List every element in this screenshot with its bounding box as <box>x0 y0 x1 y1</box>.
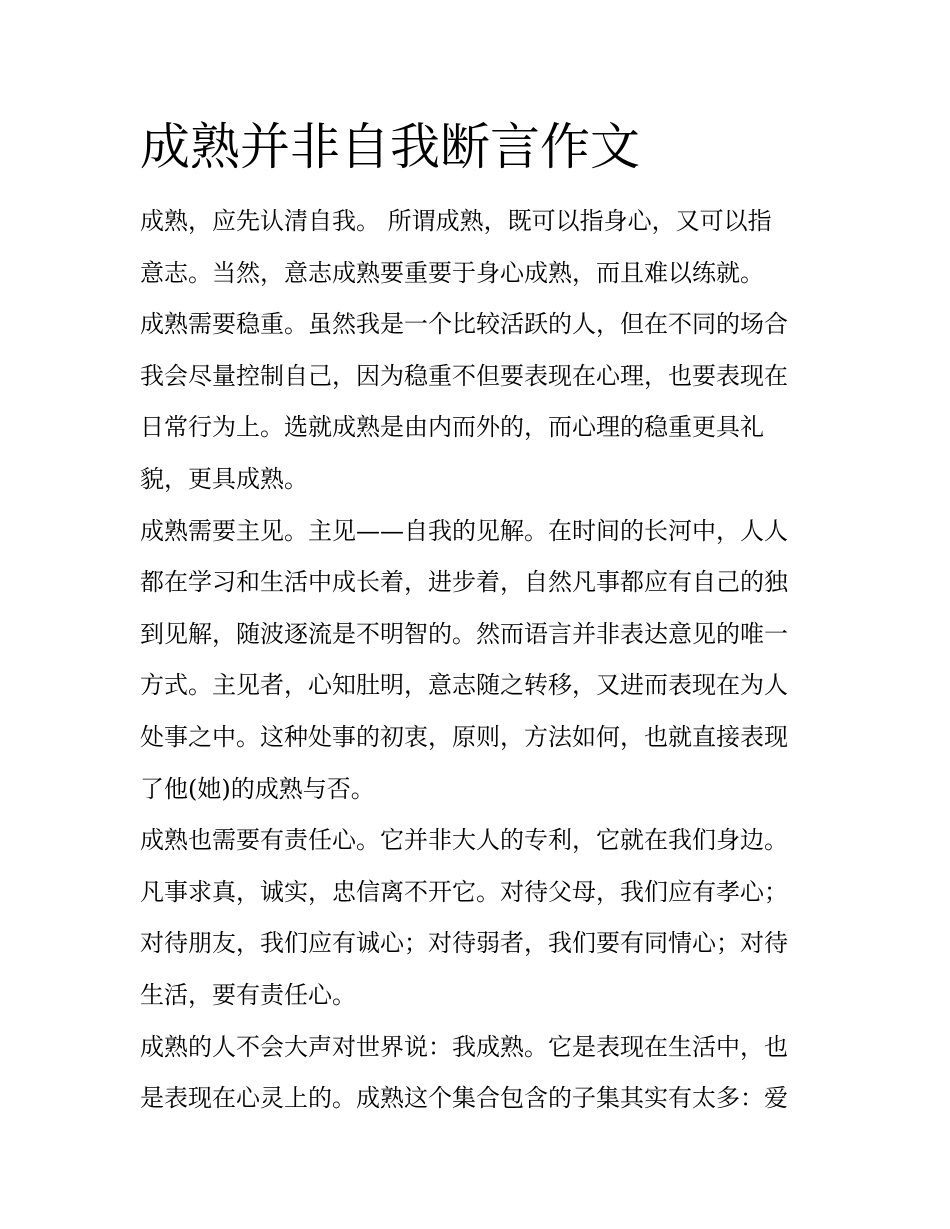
text-line: 日常行为上。选就成熟是由内而外的，而心理的稳重更具礼 <box>140 413 764 442</box>
document-body <box>140 196 820 1125</box>
text-line: 方式。主见者，心知肚明，意志随之转移，又进而表现在为人 <box>140 671 788 700</box>
text-line: 成熟需要主见。主见——自我的见解。在时间的长河中，人人 <box>140 516 788 545</box>
text-line: 意志。当然，意志成熟要重要于身心成熟，而且难以练就。 <box>140 258 764 287</box>
text-line: 了他(她)的成熟与否。 <box>140 774 375 803</box>
text-line: 到见解，随波逐流是不明智的。然而语言并非表达意见的唯一 <box>140 619 788 648</box>
text-line: 成熟的人不会大声对世界说：我成熟。它是表现在生活中，也 <box>140 1032 788 1061</box>
text-line: 对待朋友，我们应有诚心；对待弱者，我们要有同情心；对待 <box>140 929 788 958</box>
text-line: 貌，更具成熟。 <box>140 464 308 493</box>
text-line: 成熟需要稳重。虽然我是一个比较活跃的人，但在不同的场合 <box>140 310 788 339</box>
text-line: 处事之中。这种处事的初衷，原则，方法如何，也就直接表现 <box>140 722 788 751</box>
text-line: 凡事求真，诚实，忠信离不开它。对待父母，我们应有孝心； <box>140 877 788 906</box>
text-line: 都在学习和生活中成长着，进步着，自然凡事都应有自己的独 <box>140 568 788 597</box>
text-line: 成熟，应先认清自我。 所谓成熟，既可以指身心，又可以指 <box>140 207 772 235</box>
document-title: 成熟并非自我断言作文 <box>140 118 640 176</box>
text-line: 成熟也需要有责任心。它并非大人的专利，它就在我们身边。 <box>140 826 788 855</box>
text-line: 我会尽量控制自己，因为稳重不但要表现在心理，也要表现在 <box>140 361 788 390</box>
text-line: 是表现在心灵上的。成熟这个集合包含的子集其实有太多：爱 <box>140 1084 788 1113</box>
text-line: 生活，要有责任心。 <box>140 980 356 1009</box>
